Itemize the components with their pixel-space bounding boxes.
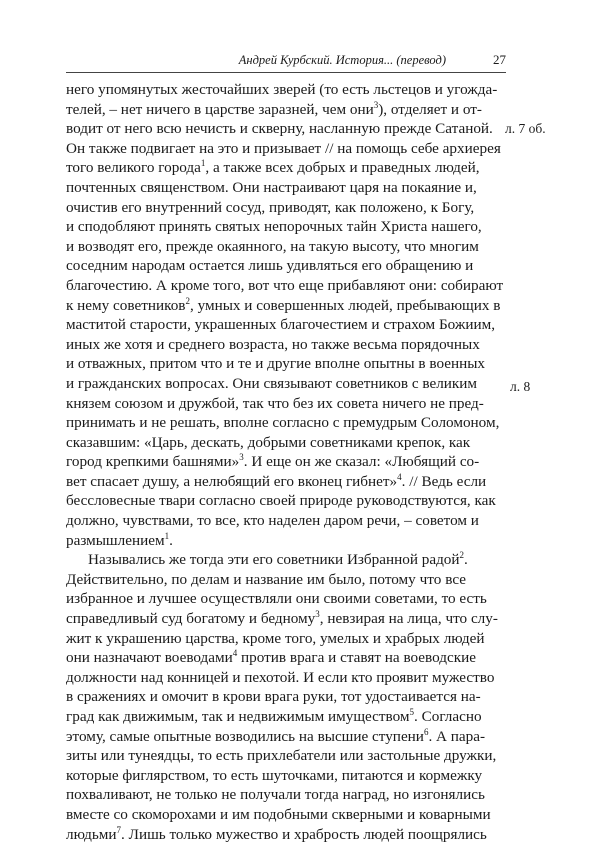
text-line: вет спасает душу, а нелюбящий его вконец гибнет»$^4$. // Ведь если	[66, 471, 487, 490]
text-line: и возводят его, прежде окаянного, на такую высоту, что многим	[66, 237, 479, 255]
text-line: зиты или тунеядцы, то есть прихлебатели или застольные дружки,	[66, 747, 497, 765]
margin-note-folio: л. 8	[510, 379, 531, 394]
text-line: к нему советников$^2$, умных и совершенных людей, пребывающих в	[66, 295, 501, 314]
text-line: размышлением$^1$.	[66, 530, 173, 549]
text-line: князем союзом и дружбой, так что без их совета ничего не пред-	[66, 394, 484, 412]
text-line: принимать и не решать, вполне согласно с премудрым Соломоном,	[66, 414, 500, 432]
text-line: вместе со скоморохами и им подобными скверными и коварными	[66, 805, 491, 823]
text-line: которые фиглярством, то есть шуточками, питаются и кормежку	[66, 766, 483, 784]
text-line: жит к украшению царства, кроме того, умелых и храбрых людей	[66, 629, 485, 647]
text-line: избранное и лучшее осуществляли они своими советами, то есть	[66, 590, 487, 608]
text-line: очистив его внутренний сосуд, приводят, как положено, к Богу,	[66, 198, 475, 216]
text-line: того великого города$^1$, а также всех добрых и праведных людей,	[66, 158, 480, 177]
footnote-ref: 3	[315, 609, 320, 620]
text-line: должности над конницей и пехотой. И если кто проявит мужество	[66, 668, 495, 686]
footnote-ref: 5	[409, 707, 415, 717]
text-line: него упомянутых жесточайших зверей (то есть льстецов и угожда-	[66, 81, 498, 98]
text-line: похваливают, не только не получали тогда наград, но изгонялись	[66, 786, 485, 804]
text-line: в сражениях и омочит в крови врага руки, тот удостаивается на-	[66, 688, 481, 706]
text-line: справедливый суд богатому и бедному$^3$, невзирая на лица, что слу-	[66, 609, 498, 628]
margin-note-folio: л. 7 об.	[505, 121, 546, 136]
text-line: телей, – нет ничего в царстве заразней, чем они$^3$), отделяет и от-	[66, 99, 482, 118]
text-line: они назначают воеводами$^4$ против врага и ставят на воеводские	[66, 648, 476, 667]
text-line: Действительно, по делам и название им было, потому что все	[66, 570, 466, 588]
footnote-ref: 3	[239, 452, 244, 463]
footnote-ref: 4	[232, 648, 238, 659]
paragraph	[66, 550, 498, 844]
footnote-ref: 2	[185, 295, 190, 306]
footnote-ref: 1	[164, 530, 170, 541]
text-line: благочестию. А кроме того, вот что еще прибавляют они: собирают	[66, 276, 504, 294]
text-line: Назывались же тогда эти его советники Избранной радой$^2$.	[88, 550, 468, 569]
body-text	[66, 80, 504, 844]
footnote-ref: 4	[397, 471, 402, 482]
text-line: и сподобляют принять святых непорочных тайн Христа нашего,	[66, 218, 482, 236]
text-line: водит от него всю нечисть и скверну, насланную прежде Сатаной.	[66, 120, 493, 138]
text-line: маститой старости, украшенных благочестием и страхом Божиим,	[66, 316, 496, 334]
text-line: и гражданских вопросах. Они связывают советников с великим	[66, 374, 478, 392]
text-line: бессловесные твари согласно своей природе руководствуются, как	[66, 492, 496, 510]
footnote-ref: 7	[116, 824, 122, 835]
text-line: и отважных, притом что и те и другие вполне опытны в военных	[66, 355, 486, 373]
page-number: 27	[493, 52, 506, 67]
text-line: сказавшим: «Царь, дескать, добрыми советниками крепок, как	[66, 433, 471, 451]
text-line: должно, чувствами, то все, кто наделен даром речи, – советом и	[66, 512, 479, 530]
text-line: иных же хотя и среднего возраста, но также весьма порядочных	[66, 335, 480, 353]
text-line: этому, самые опытные возводились на высшие ступени$^6$. А пара-	[66, 726, 486, 745]
footnote-ref: 3	[373, 99, 379, 110]
text-line: соседним народам остается лишь удивляться его обращению и	[66, 257, 474, 275]
footnote-ref: 6	[423, 726, 429, 737]
text-line: Он также подвигает на это и призывает // на помощь себе архиерея	[66, 139, 501, 157]
text-line: почтенных священством. Они настраивают царя на покаяние и,	[66, 178, 477, 196]
footnote-ref: 1	[200, 158, 206, 169]
text-line: град как движимым, так и недвижимым имуществом$^5$. Согласно	[66, 707, 482, 725]
text-line: город крепкими башнями»$^3$. И еще он же сказал: «Любящий со-	[66, 452, 480, 471]
page-header	[66, 52, 506, 73]
footnote-ref: 2	[459, 550, 465, 561]
text-line: людьми$^7$. Лишь только мужество и храбрость людей поощрялись	[66, 824, 487, 843]
paragraph	[66, 80, 504, 550]
running-title: Андрей Курбский. История... (перевод)	[238, 53, 446, 67]
